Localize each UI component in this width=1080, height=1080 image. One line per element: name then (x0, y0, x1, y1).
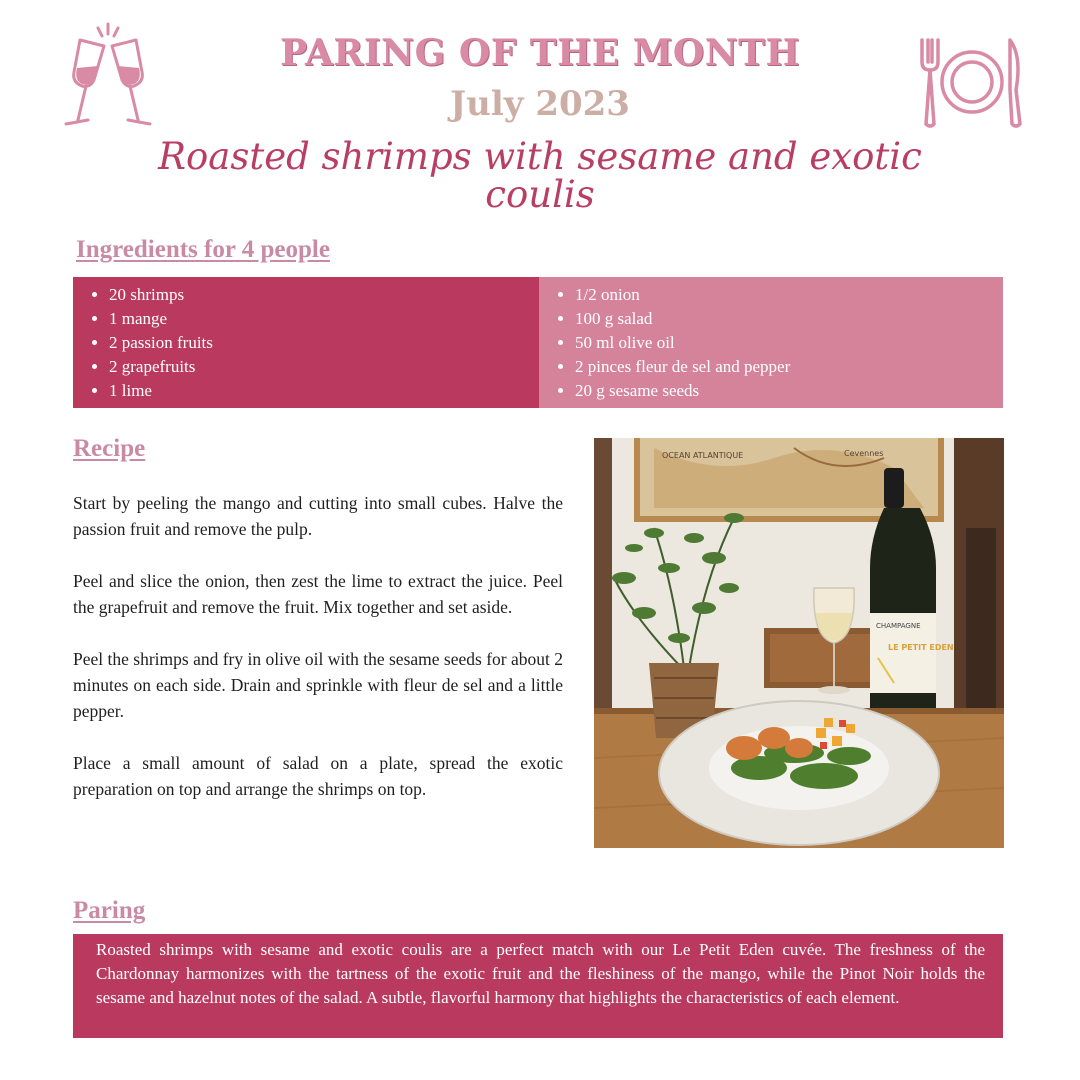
ingredients-column-right (539, 277, 1003, 408)
month-label: July 2023 (450, 84, 630, 124)
ingredient-item: • 2 grapefruits (109, 355, 539, 379)
recipe-paragraph: Peel and slice the onion, then zest the lime to extract the juice. Peel the grapefruit and remove the fruit. Mix together and set aside. (73, 571, 563, 617)
map-text-2: Cevennes (844, 449, 884, 458)
recipe-paragraph: Place a small amount of salad on a plate, spread the exotic preparation on top and arrange the shrimps on top. (73, 753, 563, 799)
ingredient-item: • 1 mange (109, 307, 539, 331)
dish-title: Roasted shrimps with sesame and exotic coulis (158, 135, 922, 216)
recipe-paragraph: Start by peeling the mango and cutting into small cubes. Halve the passion fruit and remove the pulp. (73, 493, 563, 539)
ingredient-item: • 50 ml olive oil (575, 331, 1003, 355)
bottle-label: CHAMPAGNE (876, 622, 921, 630)
ingredients-box (73, 277, 1003, 408)
dish-photo (594, 438, 1004, 848)
recipe-text (73, 490, 563, 828)
paring-text: Roasted shrimps with sesame and exotic coulis are a perfect match with our Le Petit Eden cuvée. The freshness of the Chardonnay harmonizes with the tartness of the exotic fruit and the fleshiness of the mango, while the Pinot Noir holds the sesame and hazelnut notes of the salad. A subtle, flavorful harmony that highlights the characteristics of each element. (96, 940, 985, 1007)
ingredient-item: • 2 pinces fleur de sel and pepper (575, 355, 1003, 379)
ingredient-item: • 1/2 onion (575, 283, 1003, 307)
ingredients-heading: Ingredients for 4 people (76, 236, 330, 263)
recipe-heading: Recipe (73, 435, 146, 462)
map-text: OCEAN ATLANTIQUE (662, 451, 744, 460)
bottle-name: LE PETIT EDEN (888, 643, 954, 652)
page-title: PARING OF THE MONTH (280, 32, 800, 74)
recipe-paragraph: Peel the shrimps and fry in olive oil with the sesame seeds for about 2 minutes on each side. Drain and sprinkle with fleur de sel and a little pepper. (73, 649, 563, 721)
ingredient-item: • 100 g salad (575, 307, 1003, 331)
paring-text-box (73, 934, 1003, 1038)
ingredient-item: • 20 shrimps (109, 283, 539, 307)
paring-heading: Paring (73, 897, 146, 924)
ingredient-item: • 2 passion fruits (109, 331, 539, 355)
ingredients-column-left (73, 277, 539, 408)
ingredient-item: • 1 lime (109, 379, 539, 403)
ingredient-item: • 20 g sesame seeds (575, 379, 1003, 403)
